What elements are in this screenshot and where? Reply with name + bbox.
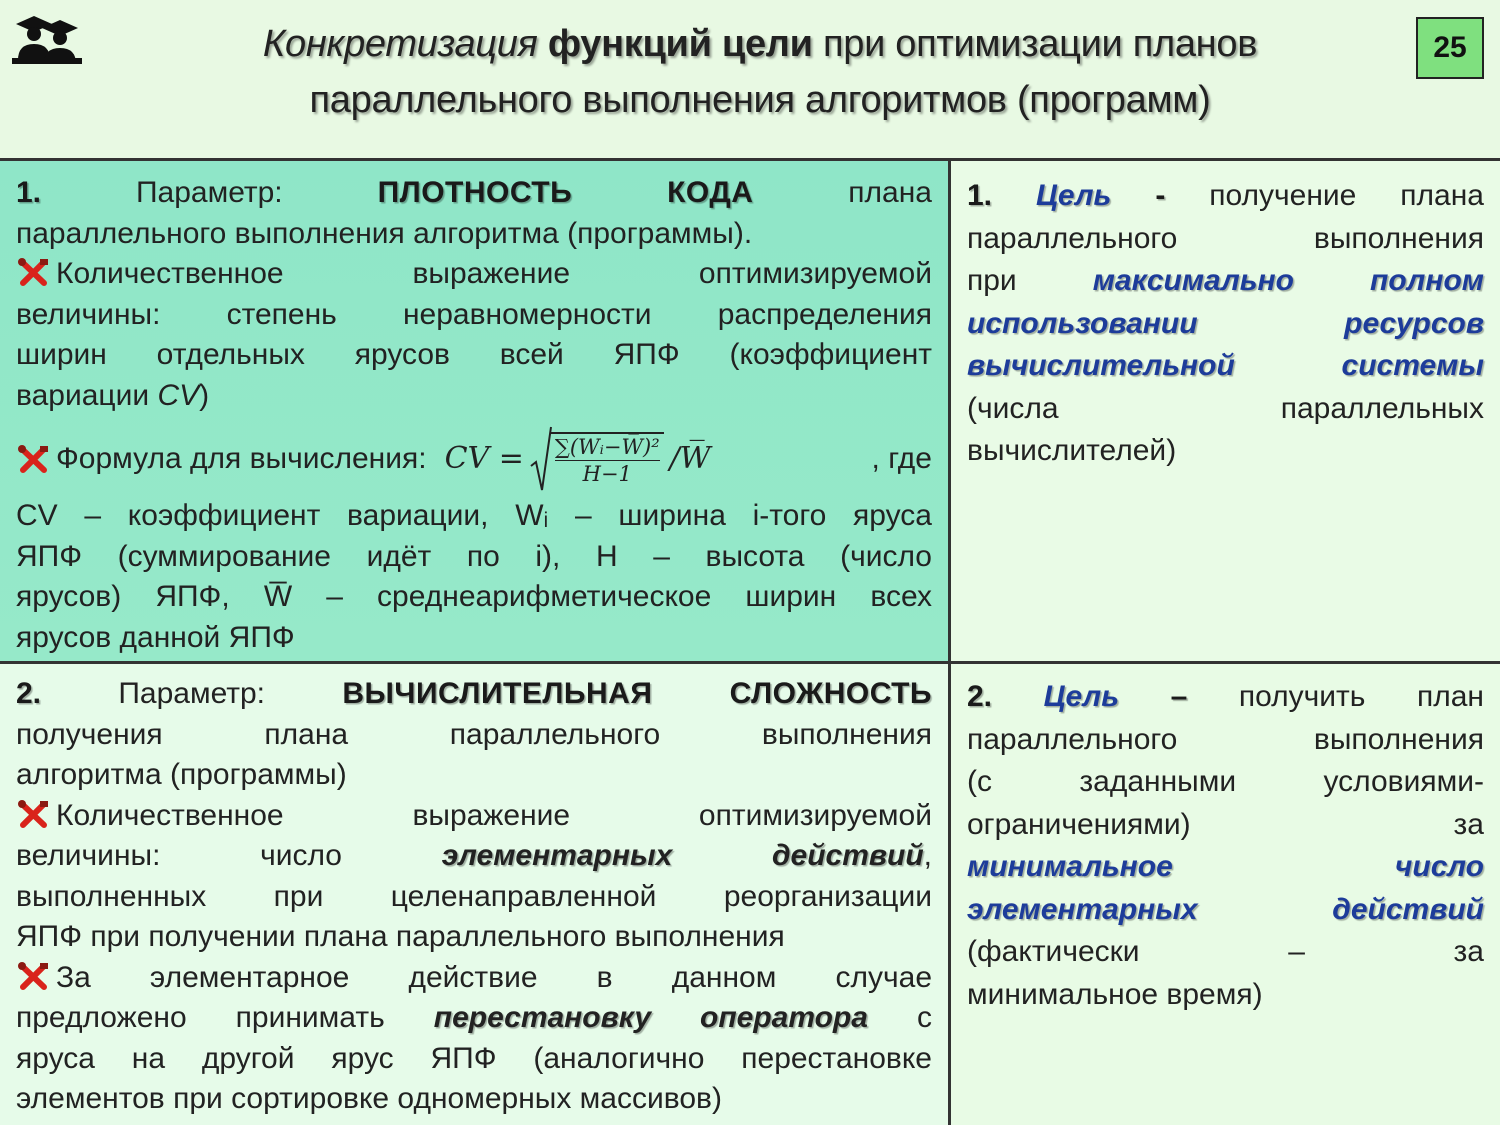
formula-divide-mean: /W̅ [669,440,711,476]
tools-icon [16,799,50,829]
goal1-line6: (числа параллельных [967,391,1484,425]
students-logo-icon [10,12,84,68]
goal1-line1: 1. Цель - получение плана [967,179,1484,212]
title-line-2: параллельного выполнения алгоритмов (программ) [309,79,1211,121]
goal2-line8: минимальное время) [967,977,1263,1011]
page-number-badge: 25 [1416,17,1484,79]
param2-quant-line4: ЯПФ при получении плана параллельного выполнения [16,920,785,953]
title-bold-part: функций цели [547,23,813,65]
cell-goal-1 [951,158,1500,661]
formula-numerator: ∑(Wᵢ−W̅)² [554,434,660,459]
param2-quant-line2: величины: число элементарных действий, [16,839,932,872]
param2-elem-line4: элементов при сортировке одномерных массивов) [16,1082,722,1115]
param2-line3: алгоритма (программы) [16,758,347,791]
slide-title [110,16,1410,128]
goal2-line3: (с заданными условиями- [967,765,1484,798]
param1-line1: 1. Параметр: ПЛОТНОСТЬ КОДА плана [16,176,932,209]
goal2-line6: элементарных действий [967,892,1484,926]
tools-icon [16,444,50,474]
goal2-line1: 2. Цель – получить план [967,680,1484,713]
cell-param-2 [0,661,951,1125]
param1-quant-line2: величины: степень неравномерности распределения [16,297,932,331]
def-line3: ярусов) ЯПФ, W̅ – среднеарифметическое ширин всех [16,580,932,613]
goal1-line4: использовании ресурсов [967,306,1484,340]
param1-line2: параллельного выполнения алгоритма (программы). [16,216,753,250]
formula-cv: CV = [444,440,524,476]
tools-icon [16,257,50,287]
param1-quant-line3: ширин отдельных ярусов всей ЯПФ (коэффициент [16,338,932,371]
formula-where: , где [871,441,932,475]
sqrt-sign-icon [530,426,552,492]
param2-quant-line3: выполненных при целенаправленной реорганизации [16,879,932,913]
tools-icon [16,961,50,991]
formula-label: Формула для вычисления: [56,441,427,475]
goal1-line2: параллельного выполнения [967,221,1484,255]
cell-param-1 [0,158,951,661]
formula-sqrt [530,426,664,492]
title-plain-part: при оптимизации планов [822,23,1258,65]
goal2-line5: минимальное число [967,850,1484,883]
def-line4: ярусов данной ЯПФ [16,620,295,654]
param1-quant-line1: Количественное выражение оптимизируемой [16,254,932,295]
goal1-line5: вычислительной системы [967,349,1484,382]
cv-formula-row [16,426,932,492]
goal2-line2: параллельного выполнения [967,722,1484,756]
goal1-line3: при максимально полном [967,264,1484,297]
goal1-line7: вычислителей) [967,434,1177,467]
goal2-line7: (фактически – за [967,935,1484,968]
content-table [0,158,1500,1125]
param1-quant-line4: вариации CV) [16,378,210,412]
cell-goal-2 [951,661,1500,1125]
param2-elem-line1: За элементарное действие в данном случае [16,958,932,999]
param2-elem-line2: предложено принимать перестановку оператора с [16,1001,933,1034]
formula-denominator: H−1 [582,461,632,486]
param2-line1: 2. Параметр: ВЫЧИСЛИТЕЛЬНАЯ СЛОЖНОСТЬ [16,677,932,710]
title-italic-part: Конкретизация [262,23,538,65]
slide-header [0,0,1500,158]
def-line1: CV – коэффициент вариации, Wᵢ – ширина i-того яруса [16,499,932,532]
param2-quant-line1: Количественное выражение оптимизируемой [16,796,932,837]
param2-line2: получения плана параллельного выполнения [16,717,932,751]
param2-elem-line3: яруса на другой ярус ЯПФ (аналогично перестановке [16,1041,932,1075]
goal2-line4: ограничениями) за [967,807,1484,841]
def-line2: ЯПФ (суммирование идёт по i), H – высота (число [16,539,932,573]
